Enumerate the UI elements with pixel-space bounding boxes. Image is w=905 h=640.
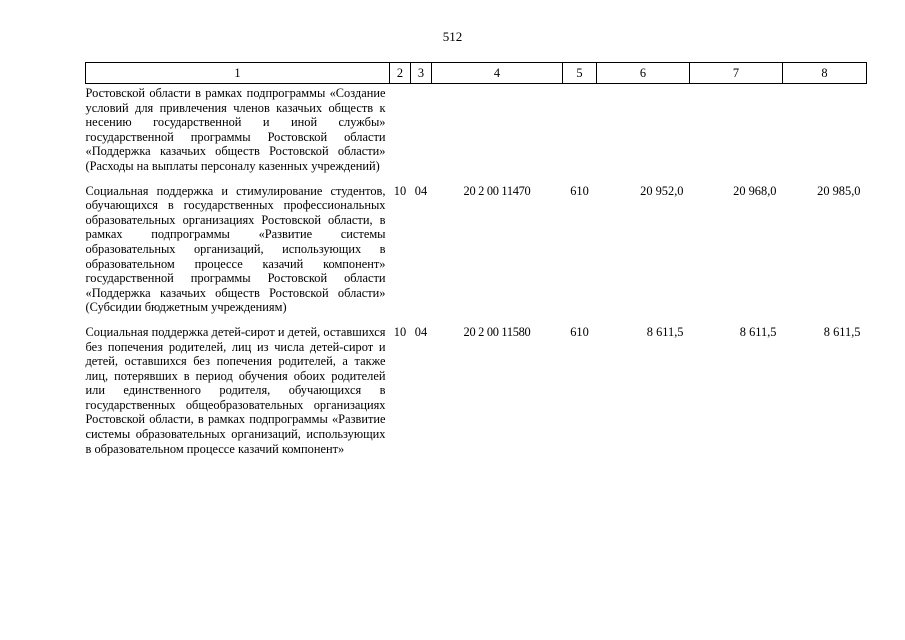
- row-description: Социальная поддержка и стимулирование студентов, обучающихся в государственных профессиональных образовательных организациях Ростовской области, в рамках подпрограммы «Развитие системы образовательных организаций, использующих в образовательном процессе казачий компонент» государственной программы Ростовской области «Поддержка казачьих обществ Ростовской области» (Субсидии бюджетным учреждениям): [85, 183, 386, 315]
- page-number: 512: [442, 29, 463, 44]
- row-amount-year1: 8 611,5: [646, 324, 684, 339]
- row-target-code: [432, 84, 563, 174]
- header-col-2: 2: [390, 63, 411, 84]
- row-section: 10: [393, 183, 407, 198]
- header-col-5: 5: [563, 63, 597, 84]
- row-amount-year1: 20 952,0: [640, 183, 684, 198]
- row-amount-year2: 8 611,5: [739, 324, 777, 339]
- row-section: [390, 84, 411, 174]
- row-amount-year2: 20 968,0: [733, 183, 777, 198]
- header-col-3: 3: [411, 63, 432, 84]
- row-expense-type: [563, 84, 597, 174]
- header-col-7: 7: [690, 63, 783, 84]
- row-amount-year1: [597, 84, 690, 174]
- row-amount-year3: 8 611,5: [823, 324, 861, 339]
- table-row: [86, 325, 867, 456]
- row-description: Социальная поддержка детей-сирот и детей, оставшихся без попечения родителей, лиц из числа детей-сирот и детей, оставшихся без попечения родителей, а также лиц, потерявших в период обучения обоих родителей или единственного родителя, обучающихся в государственных общеобразовательных организациях Ростовской области, в рамках подпрограммы «Развитие системы образовательных организаций, использующих в образовательном процессе казачий компонент»: [85, 324, 386, 456]
- row-expense-type: 610: [570, 183, 589, 198]
- table-row: [86, 84, 867, 174]
- row-target-code: 20 2 00 11470: [463, 183, 531, 198]
- row-section: 10: [393, 324, 407, 339]
- row-subsection: 04: [414, 183, 428, 198]
- row-amount-year3: 20 985,0: [817, 183, 861, 198]
- header-col-8: 8: [783, 63, 867, 84]
- row-description: Ростовской области в рамках подпрограммы «Создание условий для привлечения членов казачьих обществ к несению государственной и иной службы» государственной программы Ростовской области «Поддержка казачьих обществ Ростовской области» (Расходы на выплаты персоналу казенных учреждений): [85, 86, 386, 173]
- row-spacer: [86, 174, 867, 184]
- header-col-1: 1: [86, 63, 390, 84]
- row-spacer: [86, 315, 867, 325]
- header-col-6: 6: [597, 63, 690, 84]
- row-subsection: 04: [414, 324, 428, 339]
- budget-table: [85, 62, 867, 456]
- row-subsection: [411, 84, 432, 174]
- row-amount-year3: [783, 84, 867, 174]
- table-header-row: [86, 63, 867, 84]
- row-target-code: 20 2 00 11580: [463, 324, 531, 339]
- table-row: [86, 184, 867, 315]
- header-col-4: 4: [432, 63, 563, 84]
- row-amount-year2: [690, 84, 783, 174]
- row-expense-type: 610: [570, 324, 589, 339]
